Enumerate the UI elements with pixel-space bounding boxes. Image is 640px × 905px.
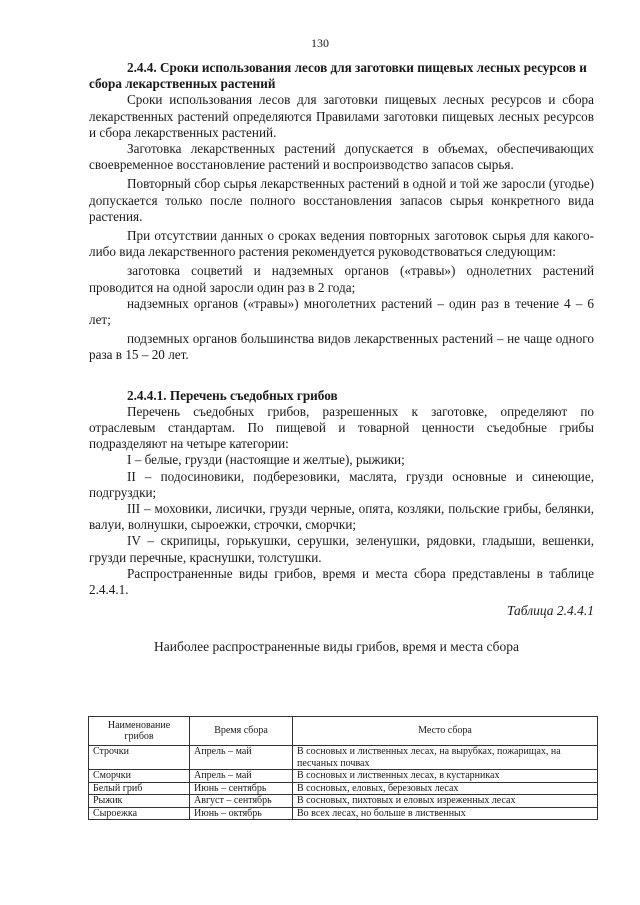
cell-place: В сосновых и лиственных лесах, на вырубках, пожарищах, на песчаных почвах [293, 746, 598, 770]
paragraph: Заготовка лекарственных растений допускается в объемах, обеспечивающих своевременное восстановление растений и воспроизводство запасов сырья. [89, 141, 594, 173]
cell-name: Строчки [89, 746, 190, 770]
paragraph: Сроки использования лесов для заготовки пищевых лесных ресурсов и сбора лекарственных растений определяются Правилами заготовки пищевых лесных ресурсов и сбора лекарственных растений. [89, 92, 594, 140]
paragraph: заготовка соцветий и надземных органов («травы») однолетних растений проводится на одной заросли один раз в 2 года; [89, 263, 594, 295]
cell-time: Апрель – май [190, 746, 293, 770]
category-item: IV – скрипицы, горькушки, серушки, зеленушки, рядовки, гладыши, вешенки, грузди перечные, краснушки, толстушки. [89, 533, 594, 565]
paragraph: Перечень съедобных грибов, разрешенных к заготовке, определяют по отраслевым стандартам. По пищевой и товарной ценности съедобные грибы подразделяют на четыре категории: [89, 403, 594, 452]
cell-place: В сосновых, пихтовых и еловых изреженных лесах [293, 795, 598, 808]
table-caption: Таблица 2.4.4.1 [506, 603, 594, 619]
paragraph: подземных органов большинства видов лекарственных растений – не чаще одного раза в 15 – 20 лет. [89, 331, 594, 363]
category-item: I – белые, грузди (настоящие и желтые), рыжики; [127, 452, 405, 468]
table-header-row [89, 717, 598, 746]
header-cell-time: Время сбора [190, 717, 293, 746]
table-row [89, 746, 598, 770]
cell-name: Рыжик [89, 795, 190, 808]
header-cell-place: Место сбора [293, 717, 598, 746]
paragraph: Распространенные виды грибов, время и места сбора представлены в таблице 2.4.4.1. [89, 565, 594, 598]
paragraph: При отсутствии данных о сроках ведения повторных заготовок сырья для какого-либо вида лекарственного растения рекомендуется руководствоваться следующим: [89, 228, 594, 260]
mushroom-table [88, 716, 598, 820]
body-text [89, 60, 594, 655]
table-row [89, 782, 598, 795]
table-row [89, 770, 598, 783]
cell-time: Июнь – октябрь [190, 807, 293, 820]
category-item: III – моховики, лисички, грузди черные, опята, козляки, польские грибы, белянки, валуи, волнушки, сыроежки, строчки, сморчки; [89, 501, 594, 533]
cell-place: В сосновых и лиственных лесах, в кустарниках [293, 770, 598, 783]
cell-name: Белый гриб [89, 782, 190, 795]
cell-name: Сморчки [89, 770, 190, 783]
cell-place: В сосновых, еловых, березовых лесах [293, 782, 598, 795]
cell-place: Во всех лесах, но больше в лиственных [293, 807, 598, 820]
cell-name: Сыроежка [89, 807, 190, 820]
cell-time: Август – сентябрь [190, 795, 293, 808]
header-cell-name: Наименование грибов [89, 717, 190, 746]
paragraph: Повторный сбор сырья лекарственных растений в одной и той же заросли (угодье) допускается только после полного восстановления запасов сырья конкретного вида растения. [89, 176, 594, 224]
cell-time: Июнь – сентябрь [190, 782, 293, 795]
table-row [89, 795, 598, 808]
category-item: II – подосиновики, подберезовики, маслята, грузди основные и синеющие, подгруздки; [89, 468, 594, 500]
section-heading-2-4-4-1: 2.4.4.1. Перечень съедобных грибов [127, 387, 338, 403]
table-row [89, 807, 598, 820]
table-title: Наиболее распространенные виды грибов, время и места сбора [153, 638, 520, 654]
section-heading-2-4-4: 2.4.4. Сроки использования лесов для заготовки пищевых лесных ресурсов и сбора лекарственных растений [89, 60, 587, 92]
cell-time: Апрель – май [190, 770, 293, 783]
paragraph: надземных органов («травы») многолетних растений – один раз в течение 4 – 6 лет; [89, 295, 594, 328]
page-number: 130 [311, 36, 329, 50]
